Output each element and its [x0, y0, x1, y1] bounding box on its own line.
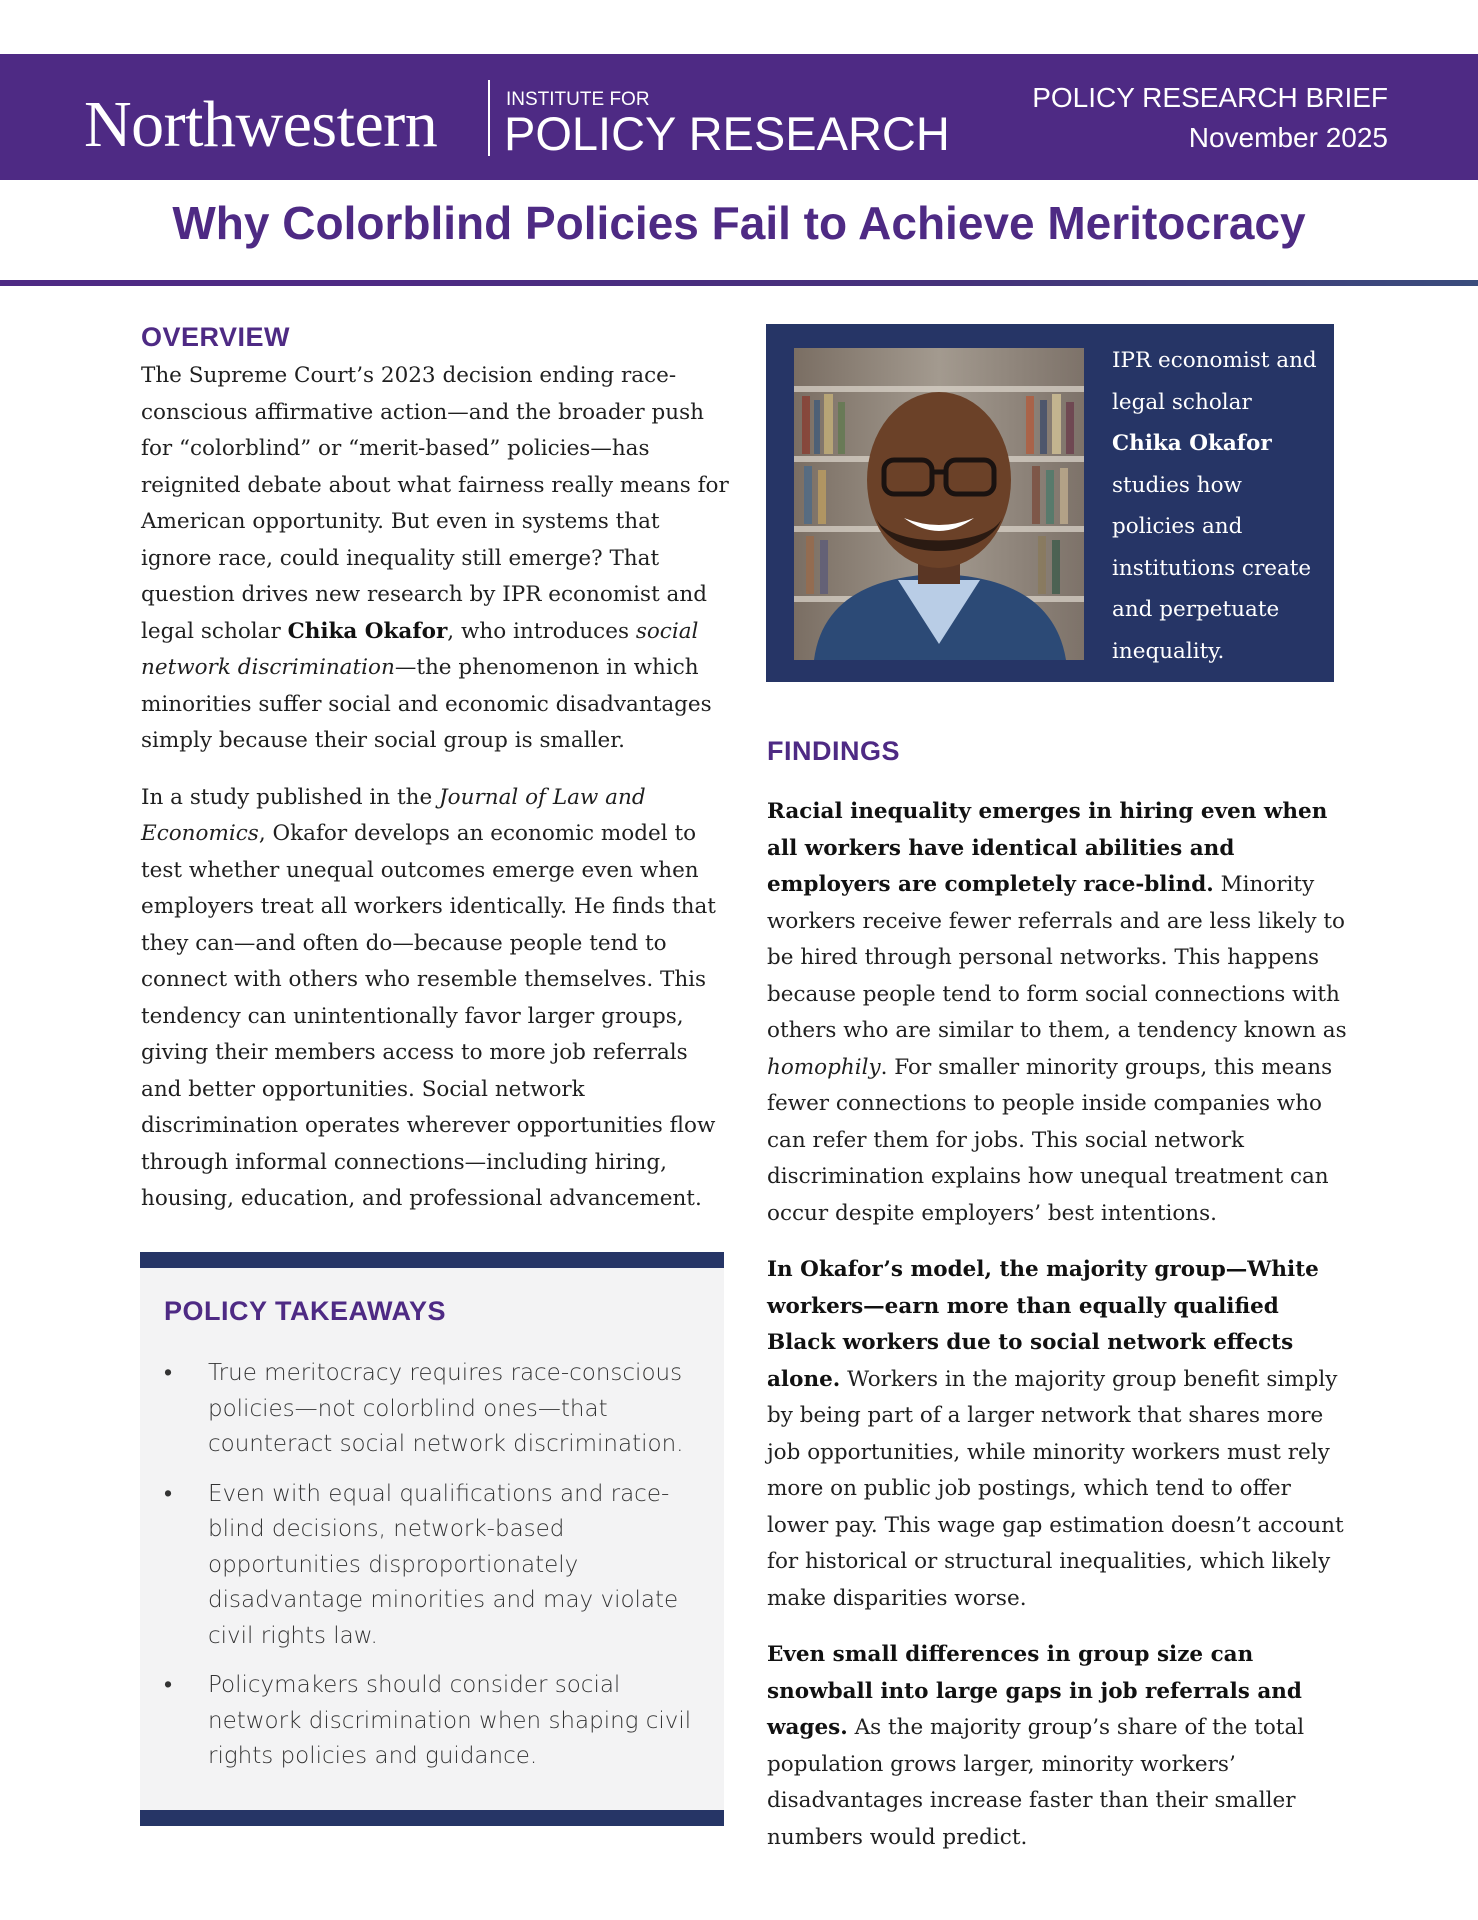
- takeaway-item: • Policymakers should consider social network discrimination when shaping civil rights policies and guidance.: [164, 1668, 704, 1775]
- northwestern-logo: Northwestern: [84, 88, 438, 161]
- takeaway-item: • True meritocracy requires race-conscious policies—not colorblind ones—that counteract social network discrimination.: [164, 1356, 704, 1463]
- overview-paragraph-2: In a study published in the Journal of Law and Economics, Okafor develops an economic model to test whether unequal outcomes emerge even when employers treat all workers identically. He finds that they can—and often do—because people tend to connect with others who resemble themselves. This tendency can unintentionally favor larger groups, giving their members access to more job referrals and better opportunities. Social network discrimination operates wherever opportunities flow through informal connections—including hiring, housing, education, and professional advancement.: [141, 784, 716, 1211]
- title-divider: [0, 280, 1478, 286]
- takeaways-list: [164, 1356, 704, 1789]
- homophily-term: homophily: [767, 1054, 881, 1080]
- brief-date: November 2025: [1188, 122, 1388, 153]
- header-banner: [0, 54, 1478, 180]
- researcher-photo: [794, 348, 1084, 660]
- takeaways-bottom-bar: [140, 1810, 724, 1826]
- logo-divider: [488, 80, 490, 156]
- key-term: social network discrimination: [141, 618, 699, 680]
- finding-2-lead: In Okafor’s model, the majority group—White workers—earn more than equally qualified Black workers due to social network effects alone.: [767, 1257, 1319, 1392]
- researcher-name: Chika Okafor: [287, 618, 448, 644]
- finding-1: Racial inequality emerges in hiring even when all workers have identical abilities and employers are completely race-blind. Minority workers receive fewer referrals and are less likely to be hired through personal networks. This happens because people tend to form social connections with others who are similar to them, a tendency known as homophily. For smaller minority groups, this means fewer connections to people inside companies who can refer them for jobs. This social network discrimination explains how unequal treatment can occur despite employers’ best intentions.: [767, 799, 1347, 1226]
- overview-paragraph-1: The Supreme Court’s 2023 decision ending race-conscious affirmative action—and the broader push for “colorblind” or “merit-based” policies—has reignited debate about what fairness really means for American opportunity. But even in systems that ignore race, could inequality still emerge? That question drives new research by IPR economist and legal scholar Chika Okafor, who introduces social network discrimination—the phenomenon in which minorities suffer social and economic disadvantages simply because their social group is smaller.: [141, 363, 729, 753]
- researcher-profile-box: [766, 324, 1334, 682]
- portrait-image: [794, 348, 1084, 660]
- institute-label-large: POLICY RESEARCH: [504, 107, 950, 160]
- journal-name: Journal of Law and Economics: [141, 784, 646, 846]
- photo-caption: IPR economist and legal scholar Chika Okafor studies how policies and institutions create and perpetuate inequality.: [1112, 348, 1317, 664]
- finding-3: Even small differences in group size can snowball into large gaps in job referrals and wages. As the majority group’s share of the total population grows larger, minority workers’ disadvantages increase faster than their smaller numbers would predict.: [767, 1642, 1305, 1850]
- findings-body: [767, 794, 1347, 1876]
- bullet-icon: •: [164, 1480, 173, 1507]
- bullet-icon: •: [164, 1672, 173, 1698]
- overview-heading: OVERVIEW: [141, 322, 291, 352]
- takeaway-item: • Even with equal qualifications and race-blind decisions, network-based opportunities disproportionately disadvantage minorities and may violate civil rights law.: [164, 1477, 704, 1655]
- bullet-icon: •: [164, 1360, 173, 1386]
- brief-type-label: POLICY RESEARCH BRIEF: [1032, 82, 1388, 113]
- finding-2: In Okafor’s model, the majority group—White workers—earn more than equally qualified Black workers due to social network effects alone. Workers in the majority group benefit simply by being part of a larger network that shares more job opportunities, while minority workers must rely more on public job postings, which tend to offer lower pay. This wage gap estimation doesn’t account for historical or structural inequalities, which likely make disparities worse.: [767, 1257, 1344, 1611]
- finding-1-lead: Racial inequality emerges in hiring even when all workers have identical abilities and employers are completely race-blind.: [767, 799, 1328, 897]
- overview-body: [141, 358, 731, 1238]
- findings-heading: FINDINGS: [767, 736, 901, 766]
- takeaways-top-bar: [140, 1252, 724, 1268]
- page-title: Why Colorblind Policies Fail to Achieve Meritocracy: [172, 197, 1306, 249]
- caption-researcher-name: Chika Okafor: [1112, 431, 1272, 456]
- policy-takeaways-box: [140, 1252, 724, 1826]
- institute-label-small: INSTITUTE FOR: [506, 89, 650, 110]
- takeaways-heading: POLICY TAKEAWAYS: [164, 1296, 447, 1326]
- finding-3-lead: Even small differences in group size can snowball into large gaps in job referrals and wages.: [767, 1642, 1302, 1740]
